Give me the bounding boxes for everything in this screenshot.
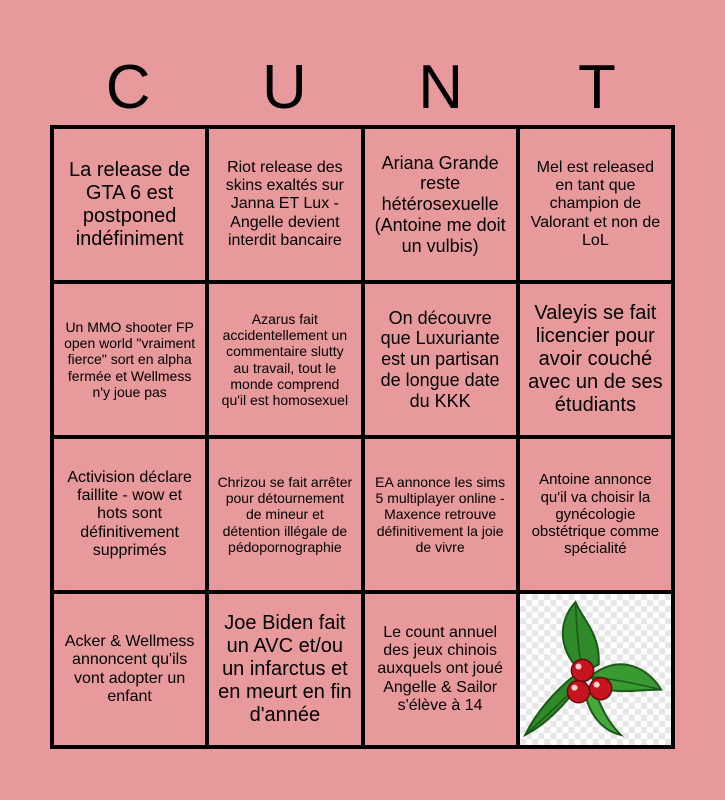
bingo-cell[interactable]: Le count annuel des jeux chinois auxquels ont joué Angelle & Sailor s'élève à 14: [365, 594, 516, 745]
holly-icon: [520, 594, 671, 745]
header-letter-c: C: [105, 53, 151, 122]
free-space-cell[interactable]: [520, 594, 671, 745]
bingo-cell[interactable]: Ariana Grande reste hétérosexuelle (Antoine me doit un vulbis): [365, 129, 516, 280]
bingo-cell[interactable]: Un MMO shooter FP open world "vraiment fierce" sort en alpha fermée et Wellmess n'y joue pas: [54, 284, 205, 435]
bingo-header: [50, 50, 675, 126]
bingo-cell[interactable]: Riot release des skins exaltés sur Janna ET Lux - Angelle devient interdit bancaire: [209, 129, 360, 280]
bingo-cell[interactable]: Mel est released en tant que champion de Valorant et non de LoL: [520, 129, 671, 280]
bingo-board: [50, 125, 675, 749]
bingo-cell[interactable]: Joe Biden fait un AVC et/ou un infarctus et en meurt en fin d'année: [209, 594, 360, 745]
header-letter-n: N: [418, 53, 464, 122]
bingo-cell[interactable]: La release de GTA 6 est postponed indéfiniment: [54, 129, 205, 280]
bingo-cell[interactable]: Acker & Wellmess annoncent qu'ils vont adopter un enfant: [54, 594, 205, 745]
bingo-cell[interactable]: Antoine annonce qu'il va choisir la gynécologie obstétrique comme spécialité: [520, 439, 671, 590]
bingo-cell[interactable]: Chrizou se fait arrêter pour détournement de mineur et détention illégale de pédopornographie: [209, 439, 360, 590]
bingo-cell[interactable]: EA annonce les sims 5 multiplayer online - Maxence retrouve définitivement la joie de vivre: [365, 439, 516, 590]
header-letter-t: T: [577, 53, 616, 122]
bingo-cell[interactable]: Azarus fait accidentellement un commentaire slutty au travail, tout le monde comprend qu'il est homosexuel: [209, 284, 360, 435]
bingo-cell[interactable]: On découvre que Luxuriante est un partisan de longue date du KKK: [365, 284, 516, 435]
header-letter-u: U: [261, 53, 307, 122]
bingo-cell[interactable]: Activision déclare faillite - wow et hots sont définitivement supprimés: [54, 439, 205, 590]
bingo-cell[interactable]: Valeyis se fait licencier pour avoir couché avec un de ses étudiants: [520, 284, 671, 435]
